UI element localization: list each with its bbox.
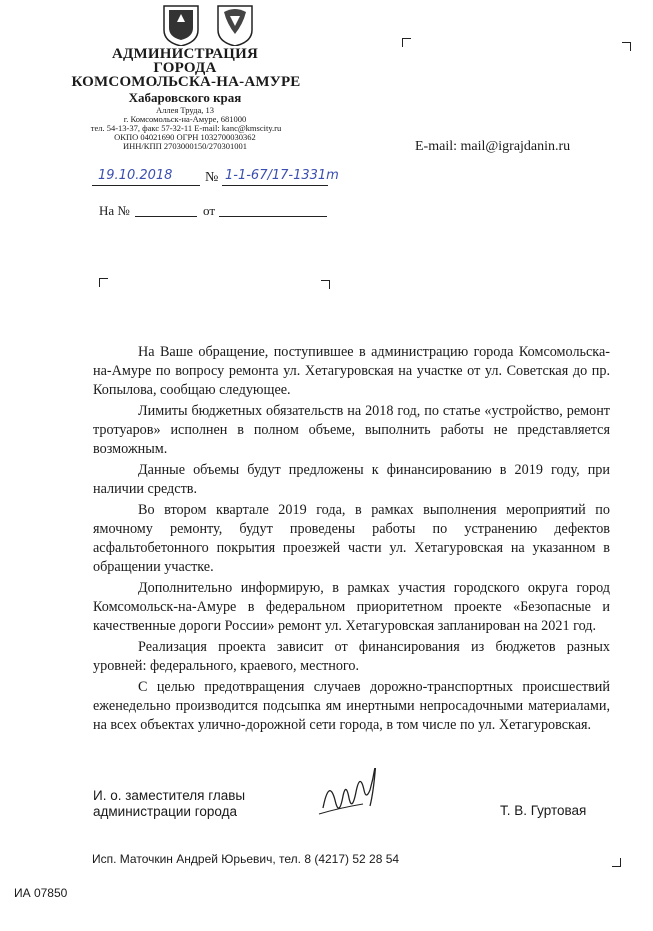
reply-to-label: На № xyxy=(99,203,130,218)
body-paragraph: Дополнительно информирую, в рамках участия городского округа город Комсомольск-на-Амуре в федеральном приоритетном проекте «Безопасные и качественные дороги России» ремонт ул. Хетагуровская запланирован на 2021 год. xyxy=(93,580,610,634)
corner-bracket xyxy=(622,42,631,51)
org-codes2: ИНН/КПП 2703000150/270301001 xyxy=(123,141,247,151)
corner-bracket xyxy=(402,38,411,47)
body-paragraph: Лимиты бюджетных обязательств на 2018 год, по статье «устройство, ремонт тротуаров» исполнен в полном объеме, выполнить работы не представляется возможным. xyxy=(93,403,610,457)
signatory-position-line2: администрации города xyxy=(93,804,237,819)
executor-info: Исп. Маточкин Андрей Юрьевич, тел. 8 (4217) 52 28 54 xyxy=(92,852,400,866)
number-underline xyxy=(222,185,328,186)
org-title-line2: ГОРОДА xyxy=(153,60,217,76)
body-paragraph: Реализация проекта зависит от финансирования из бюджетов разных уровней: федерального, краевого, местного. xyxy=(93,639,610,674)
body-paragraph: Данные объемы будут предложены к финансированию в 2019 году, при наличии средств. xyxy=(93,462,610,497)
body-paragraph: Во втором квартале 2019 года, в рамках выполнения мероприятий по ямочному ремонту, будут проведены работы по устранению дефектов асфальтобетонного покрытия проезжей части ул. Хетагуровская на указанном в обращении участке. xyxy=(93,502,610,575)
registration-date: 19.10.2018 xyxy=(98,168,173,183)
signatory-position-line1: И. о. заместителя главы xyxy=(93,788,246,803)
corner-bracket xyxy=(99,278,108,287)
org-title-line3: КОМСОМОЛЬСКА-НА-АМУРЕ xyxy=(71,74,301,90)
org-region: Хабаровского края xyxy=(128,90,242,105)
letter-body xyxy=(93,343,610,737)
body-paragraph: На Ваше обращение, поступившее в администрацию города Комсомольска-на-Амуре по вопросу ремонта ул. Хетагуровская на участке от ул. Советская до пр. Копылова, сообщаю следующее. xyxy=(93,344,610,398)
org-title-line1: АДМИНИСТРАЦИЯ xyxy=(112,46,258,62)
org-codes1: ОКПО 04021690 ОГРН 1032700030362 xyxy=(114,132,256,142)
date-underline xyxy=(92,185,200,186)
org-address1: Аллея Труда, 13 xyxy=(156,105,214,115)
reply-date-line xyxy=(219,216,327,217)
corner-bracket xyxy=(321,280,330,289)
org-address2: г. Комсомольск-на-Амуре, 681000 xyxy=(123,114,247,124)
org-contacts: тел. 54-13-37, факс 57-32-11 E-mail: kanc@kmscity.ru xyxy=(90,123,282,133)
registration-number-sign: № xyxy=(205,170,219,185)
reply-from-label: от xyxy=(203,203,216,218)
registration-number: 1-1-67/17-1331m xyxy=(225,168,339,183)
corner-bracket xyxy=(612,858,621,867)
signatory-name: Т. В. Гуртовая xyxy=(500,803,587,818)
handwritten-signature xyxy=(315,768,385,828)
recipient-email: E-mail: mail@igrajdanin.ru xyxy=(415,139,571,154)
body-paragraph: С целью предотвращения случаев дорожно-транспортных происшествий еженедельно производится подсыпка ям инертными непросадочными материалами, на всех объектах улично-дорожной сети города, в том числе по ул. Хетагуровская. xyxy=(93,679,610,733)
coat-of-arms-logo xyxy=(160,2,256,46)
reply-number-line xyxy=(135,216,197,217)
signatory-position xyxy=(93,788,245,820)
document-id: ИА 07850 xyxy=(14,886,68,900)
